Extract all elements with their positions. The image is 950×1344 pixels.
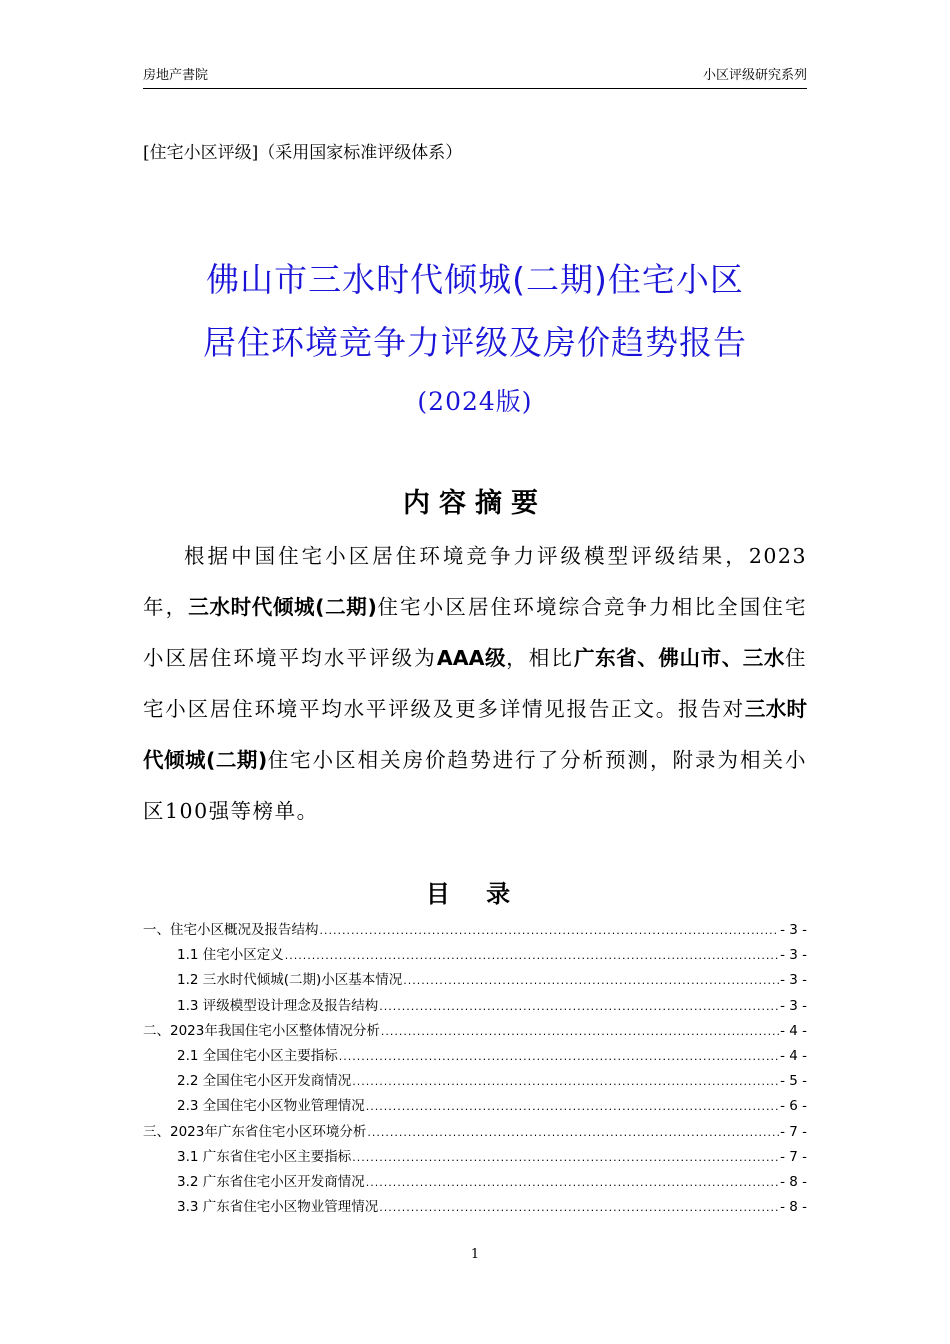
toc-entry[interactable]	[143, 943, 807, 968]
toc-heading: 目 录	[425, 880, 525, 908]
toc-entry[interactable]	[143, 968, 807, 993]
toc-entry-page: - 3 -	[780, 997, 807, 1014]
toc-entry-label: 一、住宅小区概况及报告结构	[143, 922, 319, 938]
toc-entry-label: 3.2 广东省住宅小区开发商情况	[177, 1173, 365, 1190]
toc-dot-leader	[339, 1044, 779, 1069]
toc-entry-label: 3.1 广东省住宅小区主要指标	[177, 1148, 352, 1165]
series-name: 小区评级研究系列	[702, 68, 807, 83]
toc-dot-leader	[352, 1069, 779, 1094]
table-of-contents	[143, 918, 807, 1220]
toc-dot-leader	[367, 1120, 779, 1145]
toc-entry[interactable]	[143, 1019, 807, 1044]
toc-entry-label: 二、2023年我国住宅小区整体情况分析	[143, 1022, 380, 1039]
toc-entry-label: 1.2 三水时代倾城(二期)小区基本情况	[177, 972, 403, 989]
toc-entry-page: - 3 -	[780, 947, 807, 964]
abstract-text: ，相比	[506, 646, 574, 670]
toc-dot-leader	[285, 943, 779, 968]
toc-entry[interactable]	[143, 918, 807, 943]
toc-dot-leader	[366, 1094, 779, 1119]
toc-entry-page: - 8 -	[780, 1173, 807, 1190]
toc-entry-page: - 3 -	[780, 922, 807, 938]
region-names: 广东省、佛山市、三水	[573, 646, 786, 670]
toc-entry-label: 2.1 全国住宅小区主要指标	[177, 1047, 338, 1064]
report-edition: (2024版)	[417, 387, 533, 416]
community-name: 三水时代倾城(二期)	[143, 697, 808, 772]
report-category: [住宅小区评级]（采用国家标准评级体系）	[143, 143, 463, 163]
toc-entry-label: 2.3 全国住宅小区物业管理情况	[177, 1098, 365, 1115]
toc-entry-label: 3.3 广东省住宅小区物业管理情况	[177, 1199, 379, 1216]
toc-dot-leader	[403, 968, 779, 993]
toc-entry-page: - 7 -	[780, 1123, 807, 1140]
toc-dot-leader	[366, 1170, 779, 1195]
toc-dot-leader	[379, 1195, 779, 1220]
toc-entry[interactable]	[143, 1069, 807, 1094]
toc-entry[interactable]	[143, 1195, 807, 1220]
toc-entry-page: - 4 -	[780, 1047, 807, 1064]
toc-entry-page: - 3 -	[780, 972, 807, 989]
toc-entry[interactable]	[143, 1120, 807, 1145]
toc-entry-label: 2.2 全国住宅小区开发商情况	[177, 1073, 352, 1090]
toc-entry[interactable]	[143, 1094, 807, 1119]
page-number: 1	[470, 1247, 480, 1262]
toc-entry-page: - 7 -	[780, 1148, 807, 1165]
toc-entry-label: 三、2023年广东省住宅小区环境分析	[143, 1123, 367, 1140]
toc-dot-leader	[352, 1145, 779, 1170]
toc-dot-leader	[379, 994, 779, 1019]
toc-entry-page: - 8 -	[780, 1199, 807, 1216]
toc-entry-label: 1.3 评级模型设计理念及报告结构	[177, 997, 379, 1014]
page-header	[143, 66, 807, 89]
abstract-heading: 内容摘要	[403, 488, 547, 519]
toc-entry[interactable]	[143, 1170, 807, 1195]
abstract-text: 根据中国住宅小区居住环境竞争力评级模型评级结果，2023年，	[143, 544, 807, 619]
abstract-text: 住宅小区居住环境综合竞争力相比全国住宅小区居住环境平均水平评级为	[143, 595, 808, 670]
rating-value: AAA级	[436, 646, 507, 670]
abstract-text: 住宅小区相关房价趋势进行了分析预测，附录为相关小区100强等榜单。	[143, 748, 808, 823]
toc-entry[interactable]	[143, 1145, 807, 1170]
toc-entry-page: - 6 -	[780, 1098, 807, 1115]
community-name: 三水时代倾城(二期)	[188, 595, 377, 619]
abstract-body	[143, 531, 807, 837]
report-title-line1: 佛山市三水时代倾城(二期)住宅小区	[206, 260, 744, 299]
toc-entry-page: - 5 -	[780, 1073, 807, 1090]
report-title-line2: 居住环境竞争力评级及房价趋势报告	[203, 323, 747, 362]
toc-dot-leader	[381, 1019, 779, 1044]
publisher-name: 房地产書院	[143, 68, 209, 83]
toc-entry-label: 1.1 住宅小区定义	[177, 947, 284, 964]
toc-dot-leader	[320, 918, 780, 943]
toc-entry[interactable]	[143, 994, 807, 1019]
abstract-text: 住宅小区居住环境平均水平评级及更多详情见报告正文。报告对	[143, 646, 808, 721]
toc-entry[interactable]	[143, 1044, 807, 1069]
toc-entry-page: - 4 -	[780, 1022, 807, 1039]
